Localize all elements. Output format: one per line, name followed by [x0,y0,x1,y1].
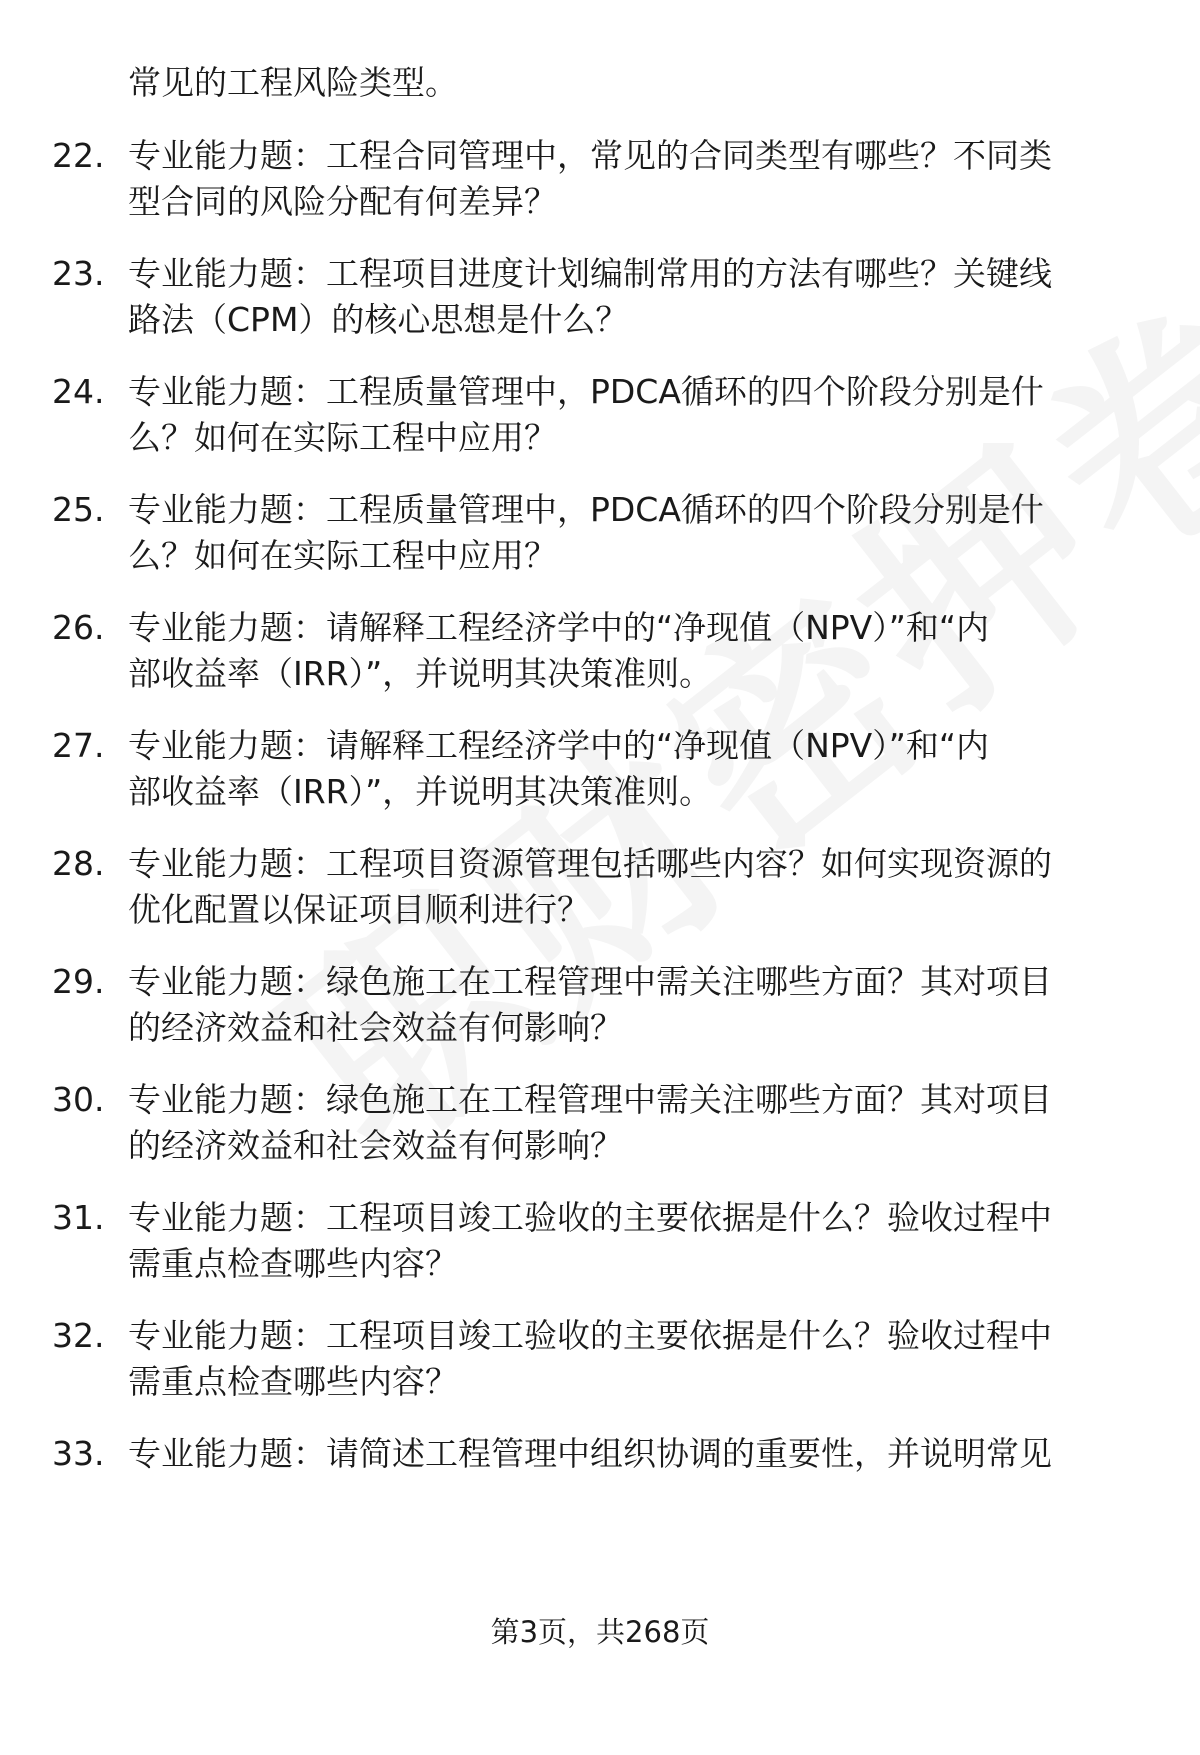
item-line-1: 专业能力题：请解释工程经济学中的“净现值（NPV）”和“内 [128,726,989,765]
page-footer: 第3页，共268页 [490,1615,710,1649]
item-number: 24. [52,372,105,411]
item-line-1: 专业能力题：请解释工程经济学中的“净现值（NPV）”和“内 [128,608,989,647]
item-line-2: 需重点检查哪些内容？ [128,1362,458,1401]
item-number: 22. [52,136,105,175]
item-number: 28. [52,844,105,883]
item-text [128,487,1138,579]
item-line-1: 专业能力题：工程质量管理中，PDCA循环的四个阶段分别是什 [128,372,1044,411]
item-number: 33. [52,1434,105,1473]
item-text [128,1313,1138,1405]
item-text [128,959,1138,1051]
item-number: 32. [52,1316,105,1355]
item-line-1: 专业能力题：工程项目进度计划编制常用的方法有哪些？关键线 [128,254,1052,293]
item-line-1: 专业能力题：工程合同管理中，常见的合同类型有哪些？不同类 [128,136,1052,175]
item-text [128,1077,1138,1169]
item-text [128,1431,1138,1477]
item-number: 30. [52,1080,105,1119]
continuation-line: 常见的工程风险类型。 [128,63,458,102]
item-number: 27. [52,726,105,765]
item-line-2: 部收益率（IRR）”，并说明其决策准则。 [128,654,713,693]
item-line-1: 专业能力题：工程项目竣工验收的主要依据是什么？验收过程中 [128,1198,1052,1237]
item-number: 25. [52,490,105,529]
item-line-2: 的经济效益和社会效益有何影响？ [128,1126,623,1165]
item-number: 26. [52,608,105,647]
item-text [128,251,1138,343]
item-line-2: 需重点检查哪些内容？ [128,1244,458,1283]
item-line-1: 专业能力题：工程项目竣工验收的主要依据是什么？验收过程中 [128,1316,1052,1355]
item-line-1: 专业能力题：请简述工程管理中组织协调的重要性，并说明常见 [128,1434,1052,1473]
item-line-2: 么？如何在实际工程中应用？ [128,536,557,575]
item-line-2: 么？如何在实际工程中应用？ [128,418,557,457]
item-line-1: 专业能力题：绿色施工在工程管理中需关注哪些方面？其对项目 [128,1080,1052,1119]
item-line-1: 专业能力题：工程项目资源管理包括哪些内容？如何实现资源的 [128,844,1052,883]
item-line-2: 路法（CPM）的核心思想是什么？ [128,300,629,339]
item-number: 23. [52,254,105,293]
item-number: 31. [52,1198,105,1237]
item-text [128,133,1138,225]
item-text [128,841,1138,933]
item-line-1: 专业能力题：绿色施工在工程管理中需关注哪些方面？其对项目 [128,962,1052,1001]
item-line-2: 的经济效益和社会效益有何影响？ [128,1008,623,1047]
item-text [128,723,1138,815]
item-text [128,605,1138,697]
item-line-2: 优化配置以保证项目顺利进行？ [128,890,590,929]
item-text [128,1195,1138,1287]
item-text [128,369,1138,461]
item-line-2: 型合同的风险分配有何差异？ [128,182,557,221]
item-line-2: 部收益率（IRR）”，并说明其决策准则。 [128,772,713,811]
item-line-1: 专业能力题：工程质量管理中，PDCA循环的四个阶段分别是什 [128,490,1044,529]
item-number: 29. [52,962,105,1001]
